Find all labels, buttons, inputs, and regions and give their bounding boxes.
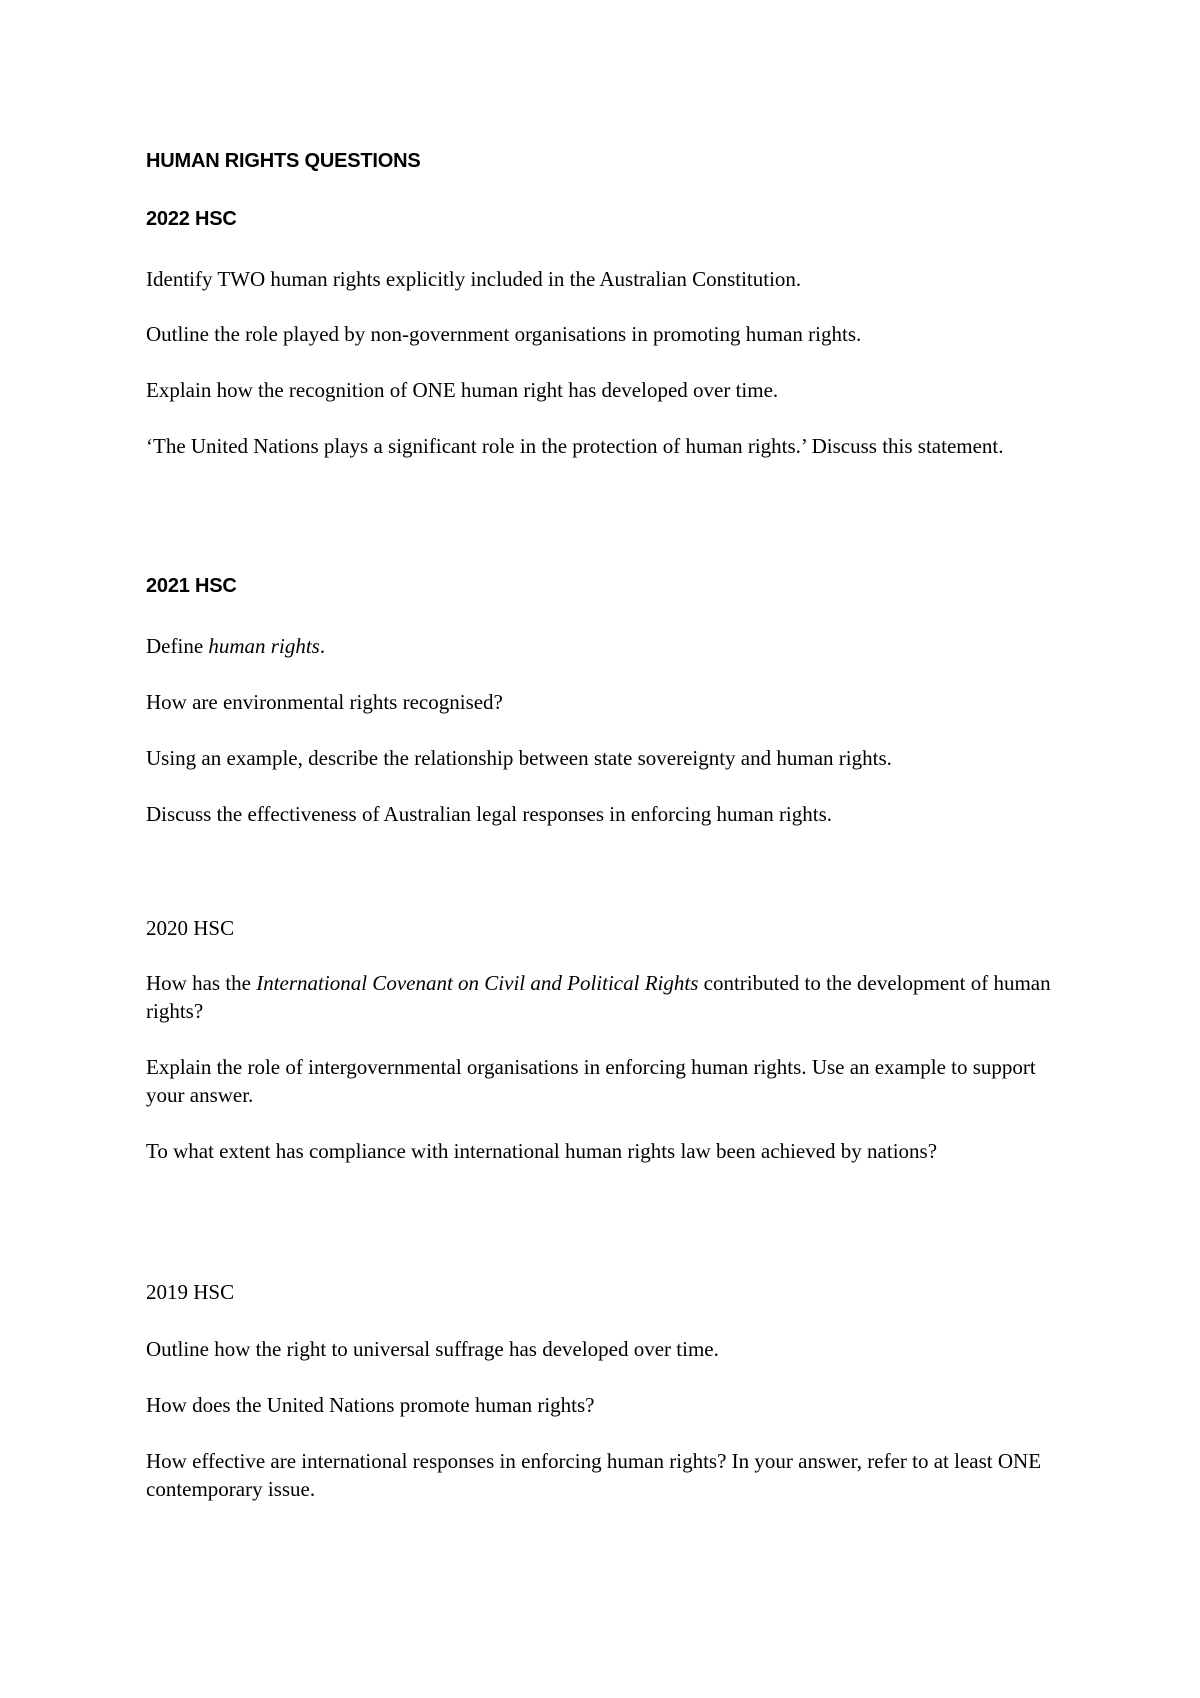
section-heading-2019: 2019 HSC — [146, 1280, 235, 1304]
italic-term: human rights — [208, 634, 320, 658]
question-2020-3: To what extent has compliance with international human rights law been achieved by nations? — [146, 1139, 938, 1163]
question-2020-1 — [146, 969, 1076, 1025]
section-heading-2020: 2020 HSC — [146, 916, 235, 940]
section-heading-2022: 2022 HSC — [146, 208, 237, 230]
question-2021-2: How are environmental rights recognised? — [146, 690, 503, 714]
section-heading-2021: 2021 HSC — [146, 575, 237, 597]
question-2020-2: Explain the role of intergovernmental organisations in enforcing human rights. Use an example to support your answer. — [146, 1055, 1036, 1107]
question-2019-2: How does the United Nations promote human rights? — [146, 1393, 595, 1417]
question-2019-1: Outline how the right to universal suffrage has developed over time. — [146, 1337, 719, 1361]
question-2022-4: ‘The United Nations plays a significant role in the protection of human rights.’ Discuss this statement. — [146, 434, 1004, 458]
question-2021-4: Discuss the effectiveness of Australian legal responses in enforcing human rights. — [146, 802, 833, 826]
question-2019-3: How effective are international responses in enforcing human rights? In your answer, refer to at least ONE contemporary issue. — [146, 1449, 1042, 1501]
question-2021-3: Using an example, describe the relationship between state sovereignty and human rights. — [146, 746, 892, 770]
question-text: How has the — [146, 971, 257, 995]
question-2022-3: Explain how the recognition of ONE human right has developed over time. — [146, 378, 779, 402]
question-2022-2: Outline the role played by non-government organisations in promoting human rights. — [146, 322, 862, 346]
document-title: HUMAN RIGHTS QUESTIONS — [146, 150, 421, 172]
question-text: Define — [146, 634, 209, 658]
question-text: . — [319, 634, 326, 658]
question-2021-1 — [146, 632, 1076, 660]
question-text: contributed to the development of human rights? — [146, 971, 1051, 1023]
question-2022-1: Identify TWO human rights explicitly included in the Australian Constitution. — [146, 267, 802, 291]
italic-term: International Covenant on Civil and Political Rights — [256, 971, 699, 995]
